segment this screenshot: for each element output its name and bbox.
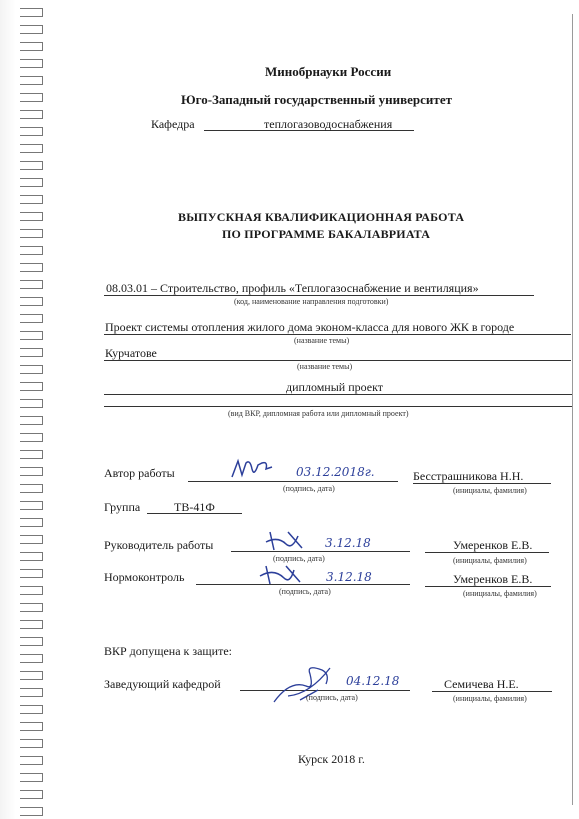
topic-underline1 xyxy=(104,334,571,335)
direction-caption: (код, наименование направления подготовки) xyxy=(234,297,389,306)
head-name-caption: (инициалы, фамилия) xyxy=(453,694,527,703)
topic-line2: Курчатове xyxy=(105,346,157,360)
normcontrol-label: Нормоконтроль xyxy=(104,570,185,584)
work-type-value: дипломный проект xyxy=(286,380,384,394)
binding-tab xyxy=(20,671,43,680)
binding-tab xyxy=(20,773,43,782)
author-label: Автор работы xyxy=(104,466,175,480)
binding-tab xyxy=(20,807,43,816)
binding-tab xyxy=(20,416,43,425)
binding-tab xyxy=(20,688,43,697)
head-date: 04.12.18 xyxy=(346,674,400,688)
binding-tab xyxy=(20,93,43,102)
binding-tab xyxy=(20,280,43,289)
supervisor-name-caption: (инициалы, фамилия) xyxy=(453,556,527,565)
head-signature-caption: (подпись, дата) xyxy=(306,693,358,702)
binding-tab xyxy=(20,637,43,646)
document-title-line2: ПО ПРОГРАММЕ БАКАЛАВРИАТА xyxy=(222,227,431,241)
author-name-caption: (инициалы, фамилия) xyxy=(453,486,527,495)
binding-tab xyxy=(20,552,43,561)
normcontrol-name-underline xyxy=(425,586,551,587)
head-name-underline xyxy=(432,691,552,692)
university-name: Юго-Западный государственный университет xyxy=(181,92,452,107)
binding-tab xyxy=(20,348,43,357)
group-value: ТВ-41Ф xyxy=(174,500,215,514)
supervisor-signature-line xyxy=(231,551,410,552)
normcontrol-signature-caption: (подпись, дата) xyxy=(279,587,331,596)
binding-tab xyxy=(20,722,43,731)
normcontrol-name-caption: (инициалы, фамилия) xyxy=(463,589,537,598)
normcontrol-name: Умеренков Е.В. xyxy=(453,572,533,586)
direction-underline xyxy=(104,295,534,296)
binding-tab xyxy=(20,569,43,578)
binding-tab xyxy=(20,331,43,340)
supervisor-label: Руководитель работы xyxy=(104,538,214,552)
binding-tab xyxy=(20,586,43,595)
binding-tab xyxy=(20,535,43,544)
city-year: Курск 2018 г. xyxy=(298,752,365,766)
admission-label: ВКР допущена к защите: xyxy=(104,644,232,658)
binding-tab xyxy=(20,654,43,663)
binding-tab xyxy=(20,399,43,408)
supervisor-name: Умеренков Е.В. xyxy=(453,538,533,552)
binding-tab xyxy=(20,161,43,170)
binding-tab xyxy=(20,25,43,34)
binding-tab xyxy=(20,178,43,187)
binding-tab xyxy=(20,603,43,612)
department-label: Кафедра xyxy=(151,117,195,131)
topic-caption: (название темы) xyxy=(294,336,350,345)
binding-tab xyxy=(20,246,43,255)
head-name: Семичева Н.Е. xyxy=(444,677,519,691)
binding-tab xyxy=(20,110,43,119)
binding-tab xyxy=(20,484,43,493)
work-type-underline2 xyxy=(104,406,572,407)
work-type-caption: (вид ВКР, дипломная работа или дипломный проект) xyxy=(228,409,409,418)
binding-tab xyxy=(20,450,43,459)
binding-tab xyxy=(20,790,43,799)
topic-line1: Проект системы отопления жилого дома эконом-класса для нового ЖК в городе xyxy=(105,320,515,334)
department-name: теплогазоводоснабжения xyxy=(264,117,393,131)
binding-tab xyxy=(20,382,43,391)
author-signature xyxy=(228,455,278,483)
author-signature-caption: (подпись, дата) xyxy=(283,484,335,493)
direction-value: 08.03.01 – Строительство, профиль «Теплогазоснабжение и вентиляция» xyxy=(106,281,479,295)
binding-tab xyxy=(20,42,43,51)
topic-underline2 xyxy=(104,360,571,361)
binding-tab xyxy=(20,76,43,85)
binding-tab xyxy=(20,212,43,221)
topic-caption2: (название темы) xyxy=(297,362,353,371)
binding-tab xyxy=(20,229,43,238)
binding-tab xyxy=(20,297,43,306)
binding-tab xyxy=(20,739,43,748)
supervisor-signature-caption: (подпись, дата) xyxy=(273,554,325,563)
binding-tab xyxy=(20,365,43,374)
normcontrol-signature xyxy=(258,560,308,588)
binding-tab xyxy=(20,705,43,714)
author-name-underline xyxy=(413,483,551,484)
binding-tab xyxy=(20,263,43,272)
spiral-binding xyxy=(0,0,48,819)
author-signature-line xyxy=(188,481,398,482)
binding-tab xyxy=(20,127,43,136)
binding-tab xyxy=(20,620,43,629)
supervisor-signature xyxy=(264,526,310,554)
binding-tab xyxy=(20,195,43,204)
author-name: Бесстрашникова Н.Н. xyxy=(413,469,524,483)
author-date: 03.12.2018г. xyxy=(296,465,375,479)
binding-tab xyxy=(20,501,43,510)
document-title-line1: ВЫПУСКНАЯ КВАЛИФИКАЦИОННАЯ РАБОТА xyxy=(178,210,465,224)
head-label: Заведующий кафедрой xyxy=(104,677,221,691)
supervisor-name-underline xyxy=(425,552,549,553)
normcontrol-date: 3.12.18 xyxy=(326,570,372,584)
binding-tab xyxy=(20,8,43,17)
binding-tab xyxy=(20,518,43,527)
binding-tab xyxy=(20,467,43,476)
supervisor-date: 3.12.18 xyxy=(325,536,371,550)
binding-tab xyxy=(20,314,43,323)
binding-tab xyxy=(20,756,43,765)
binding-tab xyxy=(20,144,43,153)
group-label: Группа xyxy=(104,500,141,514)
ministry-name: Минобрнауки России xyxy=(265,64,392,79)
binding-tab xyxy=(20,59,43,68)
binding-tab xyxy=(20,433,43,442)
page-edge xyxy=(572,14,573,805)
